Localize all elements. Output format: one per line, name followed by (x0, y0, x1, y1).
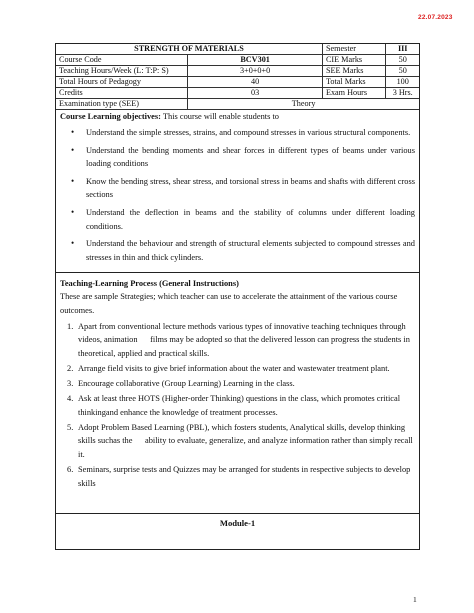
list-item (60, 463, 415, 490)
teaching-learning-intro: These are sample Strategies; which teacher can use to accelerate the attainment of the various course outcomes. (60, 292, 398, 315)
item-number: 4. (67, 394, 74, 403)
exam-type-label: Examination type (SEE) (56, 99, 188, 110)
objective-text: Understand the simple stresses, strains, and compound stresses in various structural components. (86, 128, 411, 137)
item-text: Encourage collaborative (Group Learning) Learning in the class. (78, 378, 295, 388)
syllabus-frame (55, 43, 420, 550)
objective-text: Know the bending stress, shear stress, and torsional stress in beams and shafts with different cross sections (86, 176, 415, 200)
objectives-title-rest: This course will enable students to (160, 112, 279, 121)
item-number: 6. (67, 464, 74, 474)
item-number: 2. (67, 363, 74, 373)
objectives-list (60, 126, 415, 264)
row-label: Total Hours of Pedagogy (56, 77, 188, 88)
row-value: 3+0+0+0 (188, 66, 323, 77)
list-item (60, 320, 415, 361)
item-number: 1. (67, 321, 74, 331)
item-text: Seminars, surprise tests and Quizzes may be arranged for students in respective subjects to develop skills (78, 464, 411, 488)
row-right-label: CIE Marks (322, 55, 386, 66)
teaching-learning-heading: Teaching-Learning Process (General Instructions) (60, 279, 239, 289)
table-row (56, 99, 419, 110)
course-title: STRENGTH OF MATERIALS (56, 44, 322, 55)
course-objectives-section (56, 110, 419, 273)
table-row (56, 77, 419, 88)
list-item (60, 144, 415, 171)
row-right-label: SEE Marks (322, 66, 386, 77)
list-item (60, 392, 415, 419)
row-label: Teaching Hours/Week (L: T:P: S) (56, 66, 188, 77)
semester-value: III (386, 44, 419, 55)
row-label: Credits (56, 88, 188, 99)
row-right-value: 3 Hrs. (386, 88, 419, 99)
list-item (60, 377, 415, 391)
list-item (60, 206, 415, 233)
row-label: Course Code (56, 55, 188, 66)
item-text: Ask at least three HOTS (Higher-order Thinking) questions in the class, which promotes critical thinkingand enhance the knowledge of treatment processes. (78, 394, 401, 417)
bullet-icon: • (71, 144, 75, 155)
row-value: BCV301 (188, 55, 323, 66)
objectives-heading (60, 111, 415, 122)
page-number: 1 (413, 595, 417, 604)
row-value: 40 (188, 77, 323, 88)
row-right-label: Exam Hours (322, 88, 386, 99)
item-text: Arrange field visits to give brief information about the water and wastewater treatment plant. (78, 363, 390, 373)
objective-text: Understand the deflection in beams and the stability of columns under different loading conditions. (86, 207, 415, 231)
objectives-title-bold: Course Learning objectives: (60, 112, 161, 121)
bullet-icon: • (71, 238, 75, 249)
item-text: Apart from conventional lecture methods various types of innovative teaching techniques through videos, animation films may be adopted so that the delivered lesson can progress the students in theoretical, applied and practical skills. (78, 321, 412, 358)
row-value: 03 (188, 88, 323, 99)
objective-text: Understand the behaviour and strength of structural elements subjected to compound stresses and stresses in thin and thick cylinders. (86, 239, 415, 262)
item-number: 5. (67, 422, 74, 432)
list-item (60, 421, 415, 462)
row-right-value: 50 (386, 66, 419, 77)
teaching-learning-list (60, 320, 415, 491)
table-row (56, 66, 419, 77)
list-item (60, 126, 415, 140)
table-row (56, 44, 419, 55)
item-number: 3. (67, 378, 74, 388)
semester-label: Semester (322, 44, 386, 55)
bullet-icon: • (71, 127, 75, 137)
table-row (56, 88, 419, 99)
teaching-learning-section (56, 273, 419, 514)
row-right-value: 50 (386, 55, 419, 66)
list-item (60, 362, 415, 376)
document-date: 22.07.2023 (418, 14, 453, 21)
table-row (56, 55, 419, 66)
exam-type-value: Theory (188, 99, 419, 110)
bullet-icon: • (71, 206, 75, 217)
objective-text: Understand the bending moments and shear forces in different types of beams under various loading conditions (86, 145, 415, 169)
item-text: Adopt Problem Based Learning (PBL), which fosters students, Analytical skills, develop thinking skills suchas the ability to evaluate, generalize, and analyze information rather than simply recall it. (78, 422, 415, 459)
course-info-table (56, 44, 419, 110)
bullet-icon: • (71, 175, 75, 186)
row-right-value: 100 (386, 77, 419, 88)
list-item (60, 175, 415, 202)
row-right-label: Total Marks (322, 77, 386, 88)
module-heading: Module-1 (219, 518, 256, 529)
list-item (60, 237, 415, 264)
